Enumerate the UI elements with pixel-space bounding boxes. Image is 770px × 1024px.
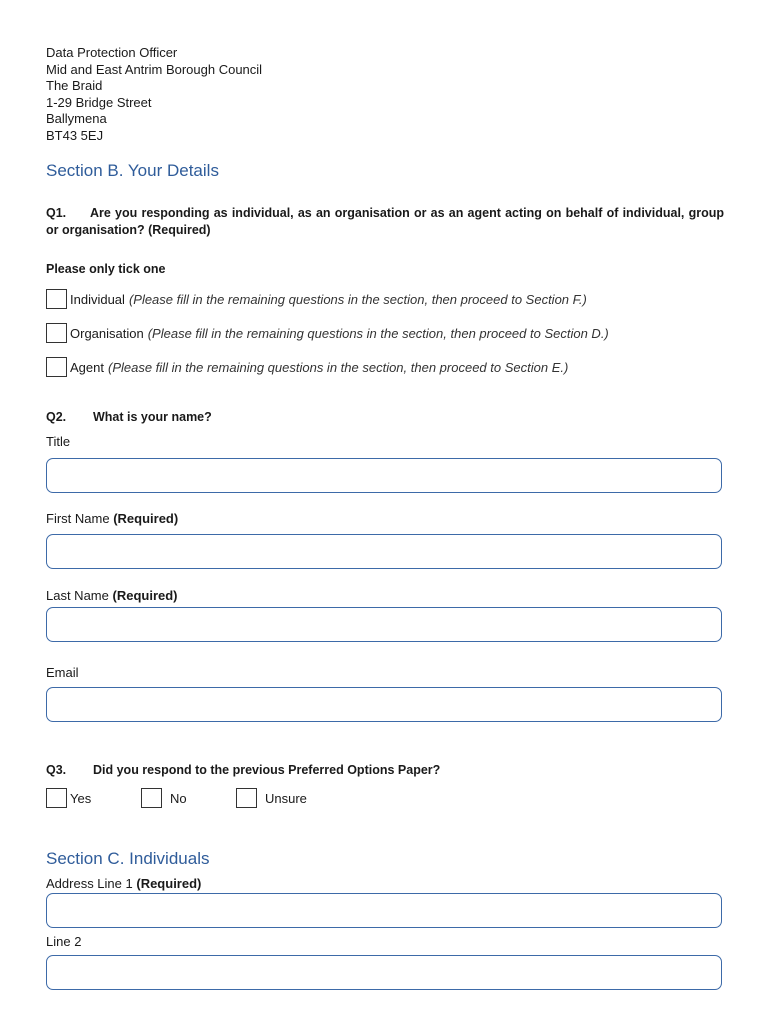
q3-option-label: Yes bbox=[70, 790, 92, 806]
line-2-label: Line 2 bbox=[46, 934, 82, 949]
option-label: Agent bbox=[70, 359, 104, 375]
question-2 bbox=[46, 410, 212, 424]
line-2-input[interactable] bbox=[47, 956, 721, 989]
question-2-text: What is your name? bbox=[93, 410, 212, 424]
option-note: (Please fill in the remaining questions in the section, then proceed to Section D.) bbox=[147, 325, 609, 341]
address-line-2: Mid and East Antrim Borough Council bbox=[46, 61, 263, 77]
recipient-address bbox=[46, 45, 262, 144]
section-c-title: Section C. Individuals bbox=[46, 849, 210, 868]
address-line-5: Ballymena bbox=[46, 111, 107, 126]
first-name-label bbox=[46, 511, 178, 526]
first-name-field[interactable] bbox=[46, 534, 722, 569]
individual-checkbox[interactable] bbox=[46, 289, 67, 309]
option-agent bbox=[46, 357, 568, 377]
q3-option-label: Unsure bbox=[265, 790, 307, 806]
last-name-field[interactable] bbox=[46, 607, 722, 642]
title-field[interactable] bbox=[46, 458, 722, 493]
question-1-number: Q1. bbox=[46, 206, 67, 220]
last-name-input[interactable] bbox=[47, 608, 721, 641]
first-name-input[interactable] bbox=[47, 535, 721, 568]
email-field[interactable] bbox=[46, 687, 722, 722]
tick-instruction: Please only tick one bbox=[46, 262, 166, 276]
question-3-text: Did you respond to the previous Preferred Options Paper? bbox=[93, 763, 441, 777]
address-line-3: The Braid bbox=[46, 78, 103, 93]
address-line-1-input[interactable] bbox=[47, 894, 721, 927]
q3-option-unsure bbox=[236, 788, 307, 808]
q3-option-label: No bbox=[170, 790, 187, 806]
address-line-1-label bbox=[46, 876, 201, 891]
first-name-label-text: First Name bbox=[46, 511, 110, 526]
title-label: Title bbox=[46, 434, 71, 449]
no-checkbox[interactable] bbox=[141, 788, 162, 808]
address-line-6: BT43 5EJ bbox=[46, 127, 104, 143]
required-marker: (Required) bbox=[136, 876, 202, 891]
last-name-label bbox=[46, 588, 178, 603]
unsure-checkbox[interactable] bbox=[236, 788, 257, 808]
q3-option-no bbox=[141, 788, 187, 808]
address-line-1: Data Protection Officer bbox=[46, 45, 178, 60]
option-note: (Please fill in the remaining questions in the section, then proceed to Section F.) bbox=[128, 291, 587, 307]
option-organisation bbox=[46, 323, 609, 343]
address-line-1-label-text: Address Line 1 bbox=[46, 876, 133, 891]
last-name-label-text: Last Name bbox=[46, 588, 109, 603]
question-2-number: Q2. bbox=[46, 410, 67, 424]
email-input[interactable] bbox=[47, 688, 721, 721]
required-marker: (Required) bbox=[113, 511, 179, 526]
yes-checkbox[interactable] bbox=[46, 788, 67, 808]
organisation-checkbox[interactable] bbox=[46, 323, 67, 343]
question-1-text: Are you responding as individual, as an organisation or as an agent acting on behalf of individual, group or organisation? (Required) bbox=[46, 206, 724, 237]
option-label: Organisation bbox=[70, 325, 144, 341]
option-individual bbox=[46, 289, 587, 309]
option-label: Individual bbox=[70, 291, 125, 307]
title-input[interactable] bbox=[47, 459, 721, 492]
section-b-title: Section B. Your Details bbox=[46, 161, 219, 180]
question-3 bbox=[46, 763, 440, 777]
agent-checkbox[interactable] bbox=[46, 357, 67, 377]
question-3-number: Q3. bbox=[46, 763, 67, 777]
option-note: (Please fill in the remaining questions in the section, then proceed to Section E.) bbox=[107, 359, 569, 375]
email-label: Email bbox=[46, 665, 79, 680]
address-line-1-field[interactable] bbox=[46, 893, 722, 928]
address-line-4: 1-29 Bridge Street bbox=[46, 94, 152, 110]
question-1 bbox=[46, 205, 724, 239]
q3-option-yes bbox=[46, 788, 91, 808]
required-marker: (Required) bbox=[112, 588, 178, 603]
line-2-field[interactable] bbox=[46, 955, 722, 990]
